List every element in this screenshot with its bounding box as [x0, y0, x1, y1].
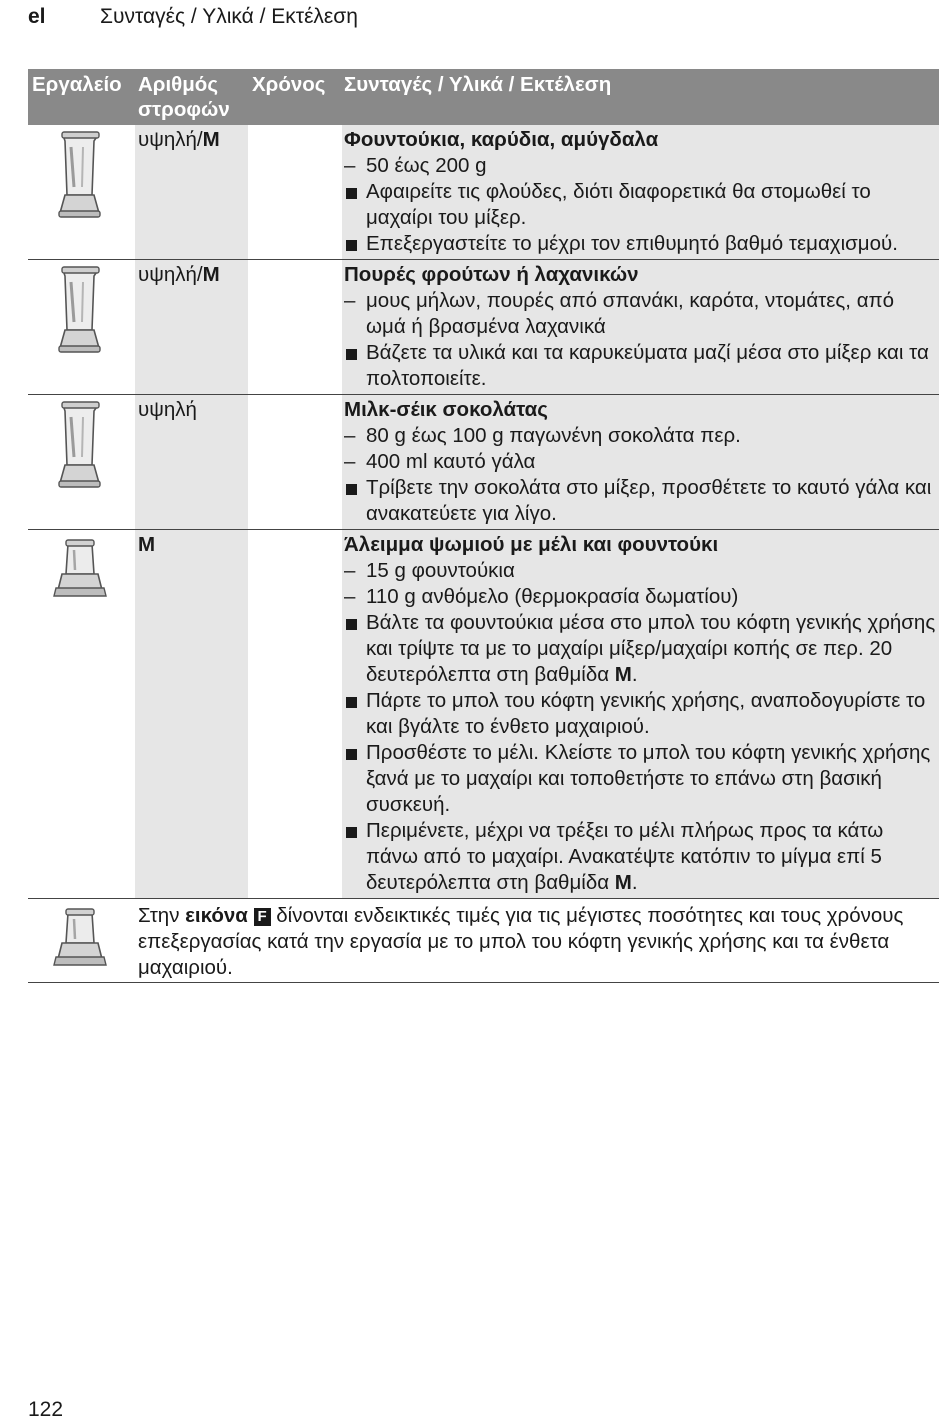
instruction-item: Προσθέστε το μέλι. Κλείστε το μπολ του κόφτη γενικής χρήσης ξανά με το μαχαίρι και τοποθετήστε το επάνω στη βασική συσκευή.: [344, 740, 939, 818]
universal-chopper-bowl-icon: [28, 899, 132, 979]
blender-jug-icon: [28, 260, 132, 360]
table-row: [28, 125, 939, 260]
column-header-speed: Αριθμός στροφών: [138, 73, 230, 121]
note-text: Στην εικόνα F δίνονται ενδεικτικές τιμές για τις μέγιστες ποσότητες και τους χρόνους επεξεργασίας κατά την εργασία με το μπολ του κόφτη γενικής χρήσης και τα ένθετα μαχαιριού.: [138, 904, 904, 979]
ingredient-item: – 15 g φουντούκια: [344, 559, 515, 582]
table-row: [28, 530, 939, 899]
table-row: [28, 260, 939, 395]
ingredient-item: – 50 έως 200 g: [344, 154, 487, 177]
universal-chopper-bowl-icon: [28, 530, 132, 610]
ingredient-item: – μους μήλων, πουρές από σπανάκι, καρότα, ντομάτες, από ωμά ή βρασμένα λαχανικά: [344, 289, 895, 338]
page-title: Συνταγές / Υλικά / Εκτέλεση: [100, 5, 358, 28]
recipe-cell: [344, 260, 939, 394]
ingredient-item: – 110 g ανθόμελο (θερμοκρασία δωματίου): [344, 585, 739, 608]
blender-jug-icon: [28, 125, 132, 225]
instruction-item: Περιμένετε, μέχρι να τρέξει το μέλι πλήρως προς τα κάτω πάνω από το μαχαίρι. Ανακατέψτε κατόπιν το μίγμα επί 5 δευτερόλεπτα στη βαθμίδα M.: [344, 818, 939, 896]
instruction-item: Βάζετε τα υλικά και τα καρυκεύματα μαζί μέσα στο μίξερ και τα πολτοποιείτε.: [344, 340, 939, 392]
instruction-item: Βάλτε τα φουντούκια μέσα στο μπολ του κόφτη γενικής χρήσης και τρίψτε τα με το μαχαίρι μίξερ/μαχαίρι κοπής σε περ. 20 δευτερόλεπτα στη βαθμίδα M.: [344, 610, 939, 688]
instruction-item: Τρίβετε την σοκολάτα στο μίξερ, προσθέτετε το καυτό γάλα και ανακατεύετε για λίγο.: [344, 475, 939, 527]
recipe-title: Φουντούκια, καρύδια, αμύγδαλα: [344, 128, 659, 151]
recipe-table: [28, 69, 939, 983]
ingredient-item: – 80 g έως 100 g παγωνένη σοκολάτα περ.: [344, 424, 741, 447]
table-row: [28, 395, 939, 530]
speed-value: υψηλή: [138, 398, 197, 421]
page-number: 122: [28, 1398, 64, 1421]
speed-value: υψηλή/M: [138, 263, 220, 286]
language-code: el: [28, 5, 46, 28]
note-row: [28, 899, 939, 983]
instruction-item: Αφαιρείτε τις φλούδες, διότι διαφορετικά θα στομωθεί το μαχαίρι του μίξερ.: [344, 179, 939, 231]
instruction-item: Επεξεργαστείτε το μέχρι τον επιθυμητό βαθμό τεμαχισμού.: [344, 231, 939, 257]
instruction-item: Πάρτε το μπολ του κόφτη γενικής χρήσης, αναποδογυρίστε το και βγάλτε το ένθετο μαχαιριού.: [344, 688, 939, 740]
recipe-title: Άλειμμα ψωμιού με μέλι και φουντούκι: [344, 533, 719, 556]
blender-jug-icon: [28, 395, 132, 495]
recipe-cell: [344, 530, 939, 898]
figure-f-badge: F: [254, 908, 271, 926]
recipe-title: Μιλκ-σέικ σοκολάτας: [344, 398, 548, 421]
table-header: [28, 69, 939, 125]
speed-value: M: [138, 533, 156, 556]
speed-value: υψηλή/M: [138, 128, 220, 151]
recipe-cell: [344, 125, 939, 259]
column-header-recipe: Συνταγές / Υλικά / Εκτέλεση: [344, 73, 612, 96]
column-header-tool: Εργαλείο: [32, 73, 122, 96]
ingredient-item: – 400 ml καυτό γάλα: [344, 450, 536, 473]
column-header-time: Χρόνος: [252, 73, 326, 96]
recipe-title: Πουρές φρούτων ή λαχανικών: [344, 263, 639, 286]
recipe-cell: [344, 395, 939, 529]
